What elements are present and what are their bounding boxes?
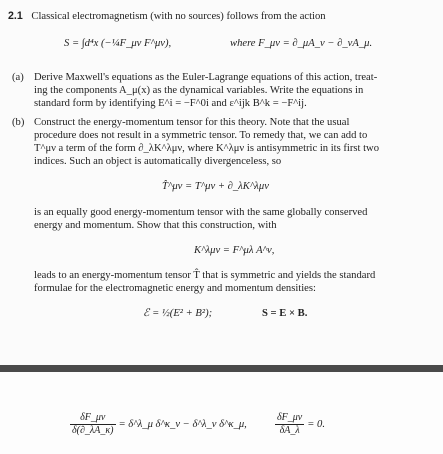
action-equation: S = ∫d⁴x (−¼F_μν F^μν), xyxy=(64,38,172,49)
problem-intro: Classical electromagnetism (with no sources) follows from the action xyxy=(31,11,326,22)
problem-number: 2.1 xyxy=(8,10,23,22)
k-tensor-equation: K^λμν = F^μλ A^ν, xyxy=(194,245,275,256)
modified-tensor-equation: T̂^μν = T^μν + ∂_λK^λμν xyxy=(162,181,269,192)
part-b-label: (b) xyxy=(12,117,25,128)
fraction-2-rhs: = 0. xyxy=(307,419,325,430)
part-b-line-6: energy and momentum. Show that this construction, with xyxy=(34,220,277,231)
part-a-line-2: ing the components A_μ(x) as the dynamical variables. Write the equations in xyxy=(34,85,364,96)
part-b-line-5: is an equally good energy-momentum tensor with the same globally conserved xyxy=(34,207,368,218)
part-a-line-3: standard form by identifying E^i = −F^0i and ε^ijk B^k = −F^ij. xyxy=(34,98,307,109)
fraction-2-denominator: δA_λ xyxy=(279,425,300,436)
fraction-1 xyxy=(70,412,116,437)
part-a-line-1: Derive Maxwell's equations as the Euler-Lagrange equations of this action, treat- xyxy=(34,72,378,83)
field-derivative-equation-2 xyxy=(275,412,328,437)
part-b-line-4: indices. Such an object is automatically divergenceless, so xyxy=(34,156,282,167)
part-b-line-3: T^μν a term of the form ∂_λK^λμν, where K^λμν is antisymmetric in its first two xyxy=(34,143,379,154)
action-where-clause: where F_μν = ∂_μA_ν − ∂_νA_μ. xyxy=(230,38,373,49)
energy-density-equation: ℰ = ½(E² + B²); xyxy=(143,308,213,319)
part-b-line-1: Construct the energy-momentum tensor for this theory. Note that the usual xyxy=(34,117,350,128)
part-b-line-7: leads to an energy-momentum tensor T̂ that is symmetric and yields the standard xyxy=(34,270,376,281)
field-derivative-equation-1 xyxy=(70,412,250,437)
momentum-density-equation: S = E × B. xyxy=(262,308,308,319)
fraction-1-rhs: = δ^λ_μ δ^κ_ν − δ^λ_ν δ^κ_μ, xyxy=(118,419,247,430)
part-b-line-8: formulae for the electromagnetic energy and momentum densities: xyxy=(34,283,316,294)
part-a-label: (a) xyxy=(12,72,24,83)
section-divider xyxy=(0,365,443,372)
part-b-line-2: procedure does not result in a symmetric tensor. To remedy that, we can add to xyxy=(34,130,368,141)
fraction-1-denominator: δ(∂_λA_κ) xyxy=(72,425,114,436)
fraction-1-numerator: δF_μν xyxy=(70,412,116,425)
fraction-2-numerator: δF_μν xyxy=(277,412,303,423)
fraction-2 xyxy=(275,412,304,437)
problem-header xyxy=(8,10,326,23)
handwritten-notes xyxy=(0,372,443,454)
